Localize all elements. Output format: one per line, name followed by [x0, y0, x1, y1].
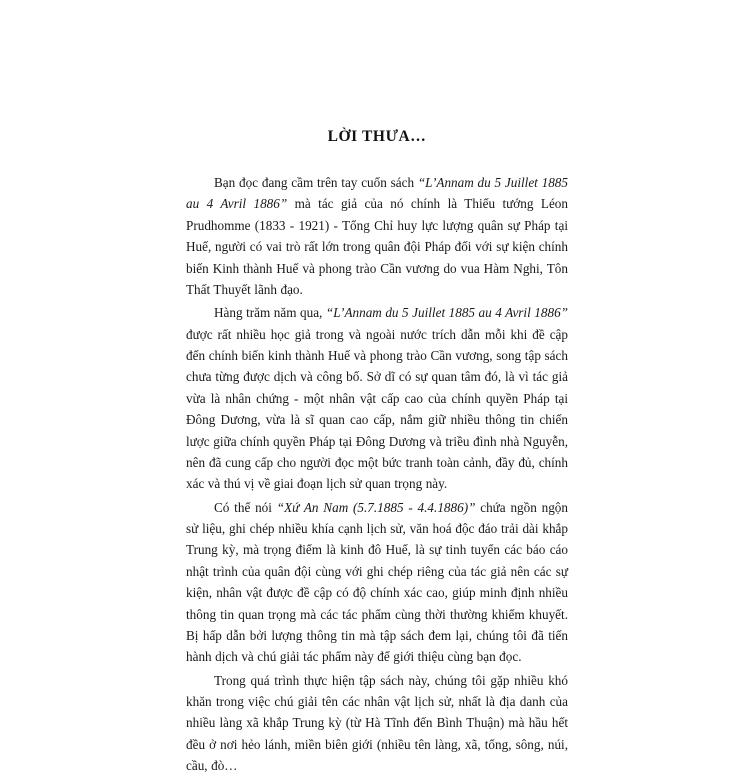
page-title: LỜI THƯA…: [327, 128, 427, 145]
paragraph-1: Bạn đọc đang cầm trên tay cuốn sách “L’Annam du 5 Juillet 1885 au 4 Avril 1886” mà tác giả của nó chính là Thiếu tướng Léon Prudhomme (1833 - 1921) - Tổng Chỉ huy lực lượng quân sự Pháp tại Huế, người có vai trò rất lớn trong quân đội Pháp đối với sự kiện chính biến Kinh thành Huế và phong trào Cần vương do vua Hàm Nghi, Tôn Thất Thuyết lãnh đạo.: [186, 175, 568, 297]
paragraph-4: Trong quá trình thực hiện tập sách này, chúng tôi gặp nhiều khó khăn trong việc chú giải tên các nhân vật lịch sử, nhất là địa danh của nhiều làng xã khắp Trung kỳ (từ Hà Tĩnh đến Bình Thuận) mà hầu hết đều ở nơi hẻo lánh, miền biên giới (nhiều tên làng, xã, tổng, sông, núi, cầu, đò…: [186, 672, 568, 774]
paragraph-2: Hàng trăm năm qua, “L’Annam du 5 Juillet 1885 au 4 Avril 1886” được rất nhiều học giả trong và ngoài nước trích dẫn mỗi khi đề cập đến chính biến kinh thành Huế và phong trào Cần vương, song tập sách chưa từng được dịch và công bố. Sở dĩ có sự quan tâm đó, là vì tác giả vừa là nhân chứng - một nhân vật cấp cao của chính quyền Pháp tại Đông Dương, vừa là sĩ quan cao cấp, nắm giữ nhiều thông tin chiến lược giữa chính quyền Pháp tại Đông Dương và triều đình nhà Nguyễn, nên đã cung cấp cho người đọc một bức tranh toàn cảnh, đầy đủ, chính xác và thú vị về giai đoạn lịch sử quan trọng này.: [186, 305, 568, 492]
paragraph-3: Có thể nói “Xứ An Nam (5.7.1885 - 4.4.1886)” chứa ngồn ngộn sử liệu, ghi chép nhiều khía cạnh lịch sử, văn hoá độc đáo trải dài khắp Trung kỳ, mà trọng điểm là kinh đô Huế, là sự tinh tuyển các báo cáo nhật trình của quân đội cùng với ghi chép riêng của tác giả nên các sự kiện, nhân vật được đề cập có độ chính xác cao, giúp minh định nhiều thông tin quan trọng mà các tác phẩm cùng thời thường khiếm khuyết. Bị hấp dẫn bởi lượng thông tin mà tập sách đem lại, chúng tôi đã tiến hành dịch và chú giải tác phẩm này để giới thiệu cùng bạn đọc.: [186, 499, 568, 665]
page-content: [186, 128, 568, 777]
